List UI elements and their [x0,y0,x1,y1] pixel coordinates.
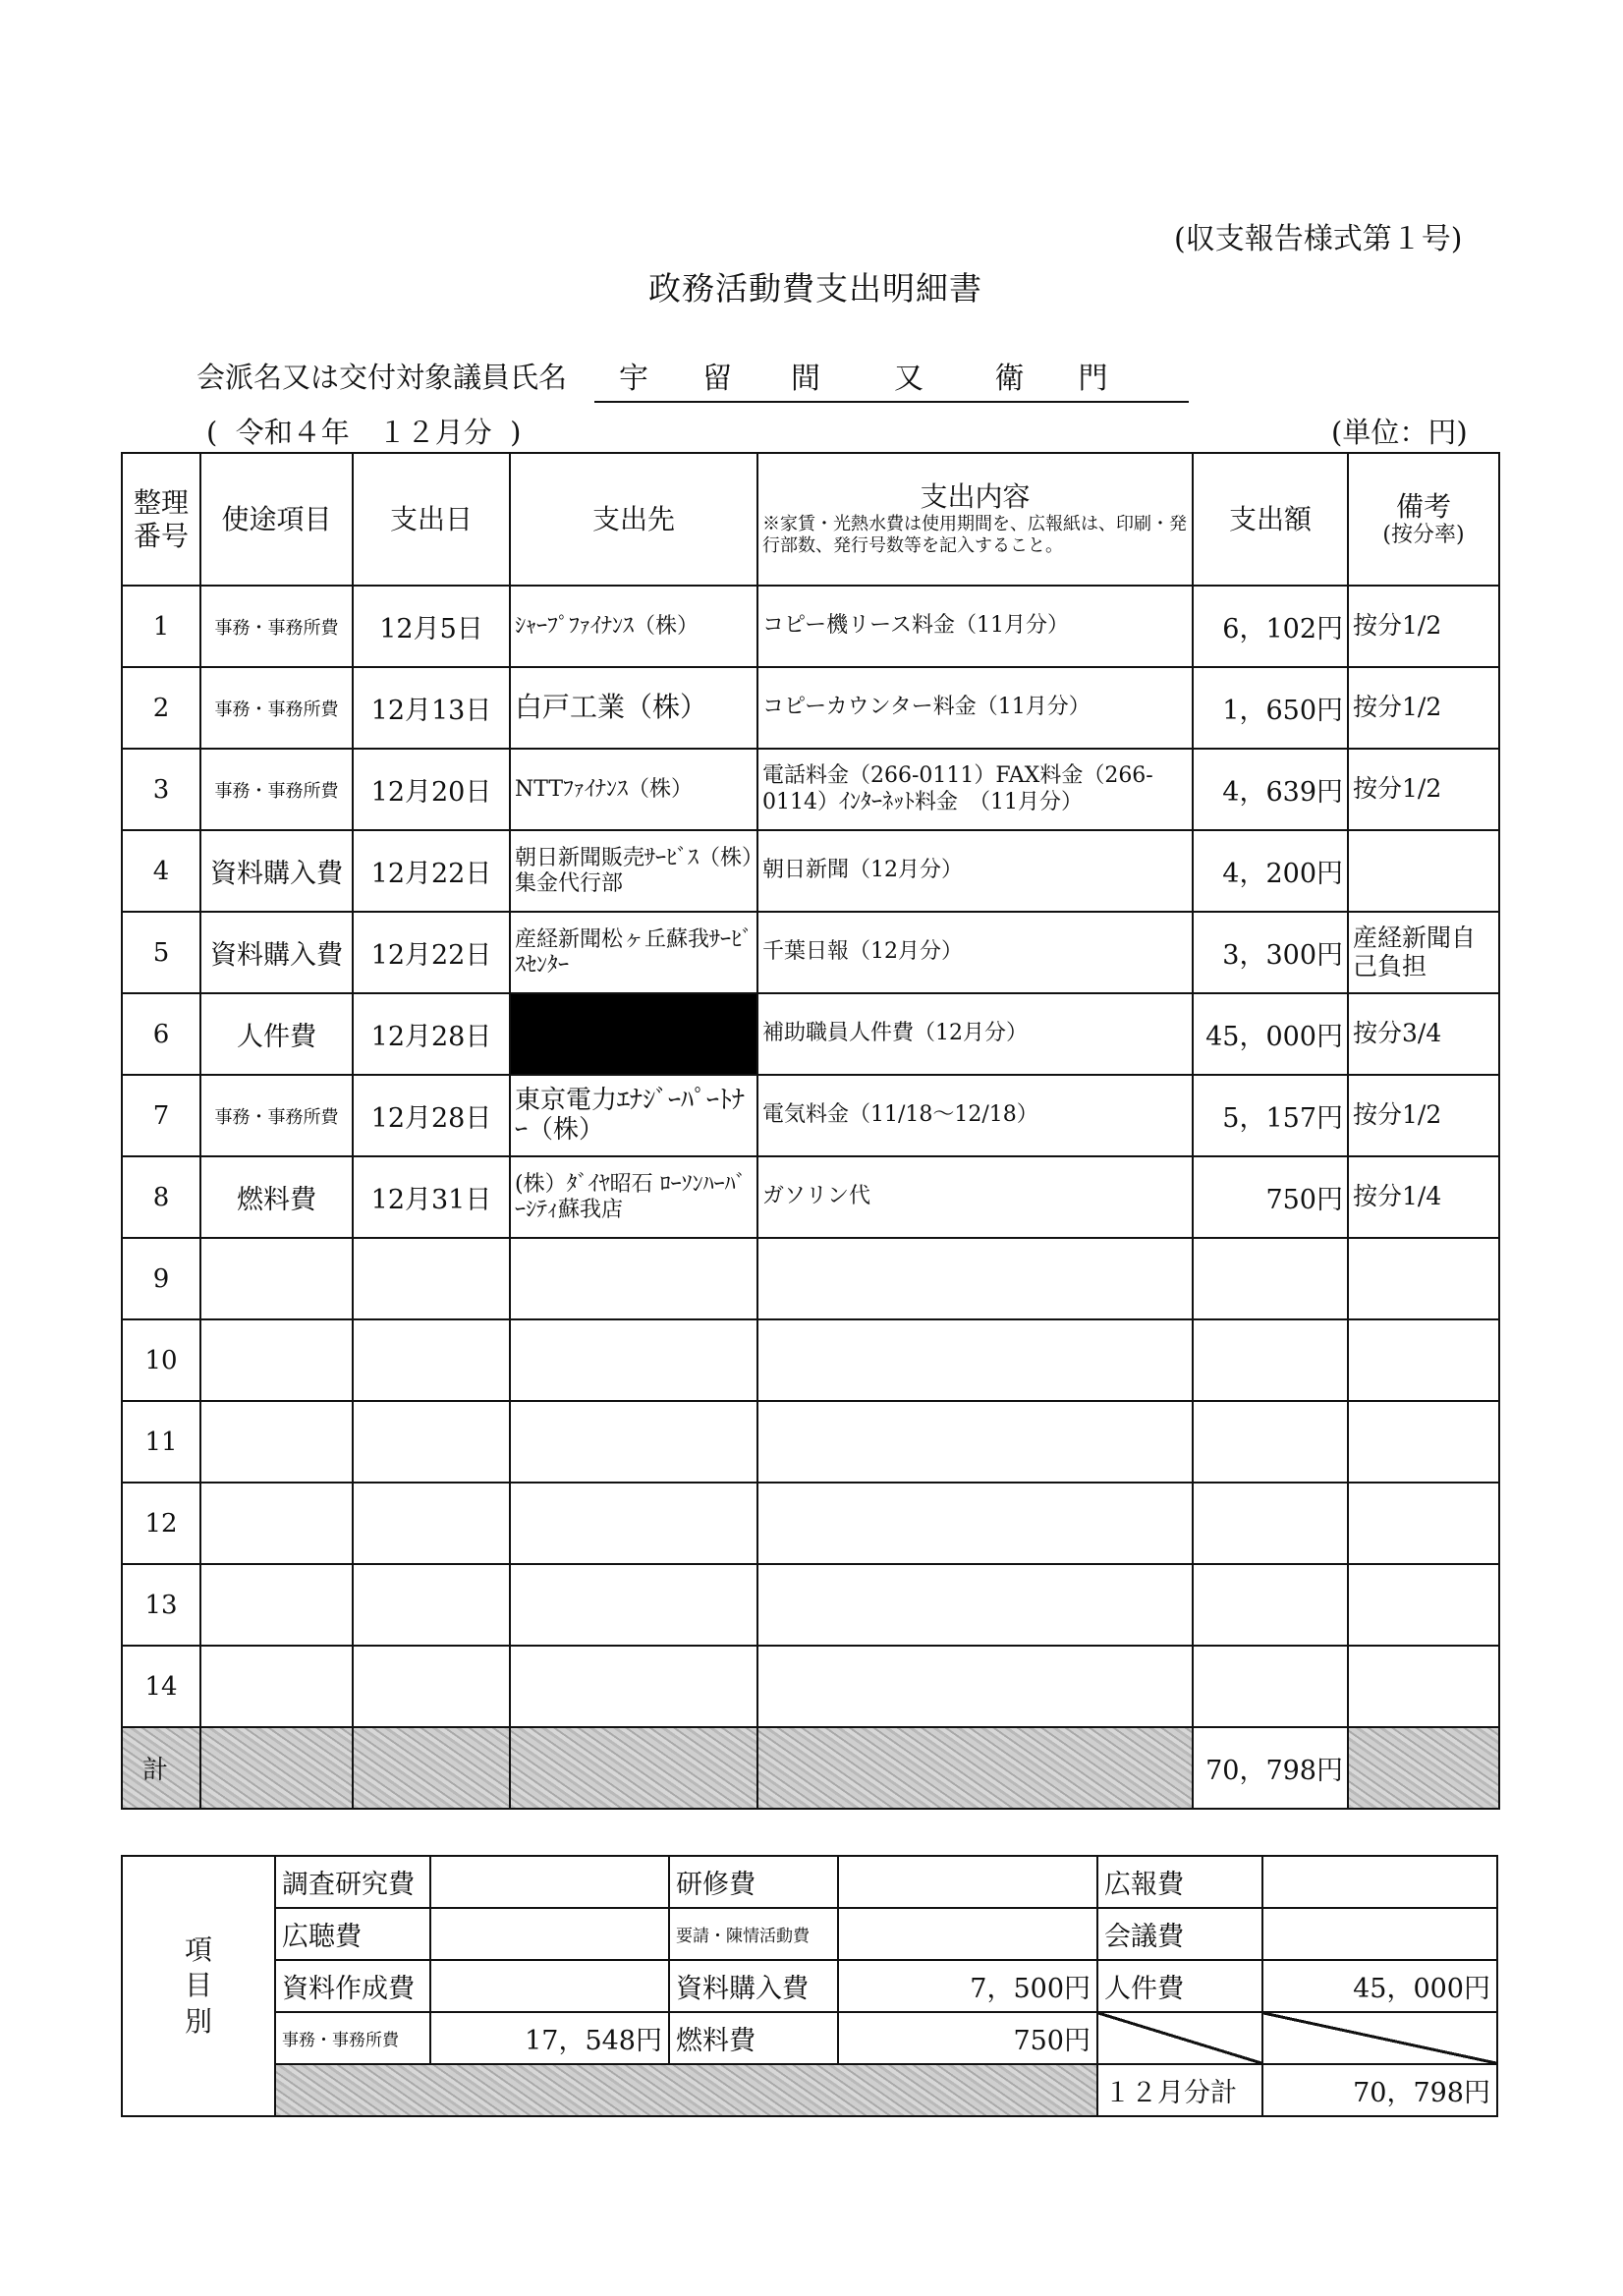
row-category: 燃料費 [200,1156,353,1238]
table-row [122,749,1499,830]
summary-value [838,1856,1097,1908]
header-category: 使途項目 [200,453,353,586]
table-row [122,1401,1499,1483]
empty-cell [1193,1319,1348,1401]
month-total-label: １２月分計 [1097,2064,1262,2116]
empty-cell [1348,1564,1499,1646]
row-no: 14 [122,1646,200,1727]
row-payee: 東京電力ｴﾅｼﾞｰﾊﾟｰﾄﾅｰ（株） [510,1075,757,1156]
table-row [122,830,1499,912]
empty-cell [353,1319,510,1401]
header-amount: 支出額 [1193,453,1348,586]
member-name-char: 宇 [619,362,648,396]
row-amount: 6，102円 [1193,586,1348,667]
row-payee: 白戸工業（株） [510,667,757,749]
empty-cell [200,1646,353,1727]
summary-label: 人件費 [1097,1960,1262,2012]
table-row [122,912,1499,993]
shaded-cell [275,2064,1097,2116]
row-amount: 3，300円 [1193,912,1348,993]
summary-label: 事務・事務所費 [275,2012,430,2064]
row-description: 電気料金（11/18～12/18） [757,1075,1193,1156]
row-remarks: 按分1/2 [1348,586,1499,667]
row-date: 12月5日 [353,586,510,667]
empty-cell [1348,1401,1499,1483]
redacted-payee [510,993,757,1075]
empty-cell [353,1401,510,1483]
empty-cell [757,1646,1193,1727]
row-category: 事務・事務所費 [200,1075,353,1156]
empty-cell [353,1483,510,1564]
summary-value: 17，548円 [430,2012,669,2064]
empty-cell [353,1564,510,1646]
empty-cell [510,1319,757,1401]
empty-cell [1193,1646,1348,1727]
table-row [122,1646,1499,1727]
row-no: 6 [122,993,200,1075]
table-header-row [122,453,1499,586]
empty-cell [200,1401,353,1483]
row-no: 2 [122,667,200,749]
header-content [757,453,1193,586]
row-description: 千葉日報（12月分） [757,912,1193,993]
row-description: コピーカウンター料金（11月分） [757,667,1193,749]
row-payee: ｼｬｰﾌﾟﾌｧｲﾅﾝｽ（株） [510,586,757,667]
shaded-cell [757,1727,1193,1809]
empty-cell [510,1564,757,1646]
summary-value [1262,1908,1497,1960]
shaded-cell [200,1727,353,1809]
empty-cell [757,1564,1193,1646]
category-summary-table [121,1855,1498,2117]
empty-cell [1193,1483,1348,1564]
row-remarks: 按分1/2 [1348,749,1499,830]
member-name [594,354,1189,403]
total-amount: 70，798円 [1193,1727,1348,1809]
row-date: 12月22日 [353,912,510,993]
summary-label: 研修費 [669,1856,838,1908]
header-remarks-title: 備考 [1395,489,1451,523]
row-date: 12月13日 [353,667,510,749]
row-no: 7 [122,1075,200,1156]
member-name-char: 又 [894,362,923,396]
row-amount: 45，000円 [1193,993,1348,1075]
table-row [122,1564,1499,1646]
row-no: 11 [122,1401,200,1483]
summary-label: 調査研究費 [275,1856,430,1908]
unit-label: (単位：円) [1331,416,1468,449]
summary-label: 要請・陳情活動費 [669,1908,838,1960]
row-no: 13 [122,1564,200,1646]
summary-value: 750円 [838,2012,1097,2064]
header-remarks-sub: (按分率) [1382,523,1465,548]
row-no: 12 [122,1483,200,1564]
row-description: ガソリン代 [757,1156,1193,1238]
row-amount: 5，157円 [1193,1075,1348,1156]
member-name-char: 門 [1078,362,1108,396]
empty-cell [200,1564,353,1646]
empty-cell [757,1319,1193,1401]
empty-cell [510,1483,757,1564]
summary-value: 7，500円 [838,1960,1097,2012]
empty-cell [1193,1238,1348,1319]
empty-cell [757,1483,1193,1564]
header-no: 整理番号 [122,453,200,586]
row-category: 資料購入費 [200,830,353,912]
summary-value [430,1960,669,2012]
summary-value: 45，000円 [1262,1960,1497,2012]
member-name-char: 衛 [994,362,1025,396]
empty-cell [1193,1401,1348,1483]
row-category: 事務・事務所費 [200,586,353,667]
row-amount: 1，650円 [1193,667,1348,749]
table-row [122,1319,1499,1401]
row-payee: (株）ﾀﾞｲﾔ昭石 ﾛｰｿﾝﾊｰﾊﾞｰｼﾃｨ蘇我店 [510,1156,757,1238]
empty-cell [510,1646,757,1727]
summary-label: 会議費 [1097,1908,1262,1960]
empty-cell [510,1401,757,1483]
empty-cell [510,1238,757,1319]
summary-row [122,2012,1497,2064]
row-remarks: 按分1/4 [1348,1156,1499,1238]
table-row [122,586,1499,667]
row-amount: 750円 [1193,1156,1348,1238]
month-total-value: 70，798円 [1262,2064,1497,2116]
row-remarks: 按分1/2 [1348,667,1499,749]
row-amount: 4，200円 [1193,830,1348,912]
header-payee: 支出先 [510,453,757,586]
row-no: 4 [122,830,200,912]
empty-cell [200,1319,353,1401]
row-category: 事務・事務所費 [200,667,353,749]
row-no: 1 [122,586,200,667]
summary-value [430,1856,669,1908]
member-label: 会派名又は交付対象議員氏名 [196,361,568,394]
total-row [122,1727,1499,1809]
row-description: 電話料金（266-0111）FAX料金（266-0114）ｲﾝﾀｰﾈｯﾄ料金 （11月分） [757,749,1193,830]
summary-label: 資料購入費 [669,1960,838,2012]
header-content-title: 支出内容 [920,480,1031,514]
member-name-char: 間 [791,362,820,396]
summary-label: 資料作成費 [275,1960,430,2012]
empty-cell [353,1238,510,1319]
empty-cell [353,1646,510,1727]
document-title: 政務活動費支出明細書 [648,269,982,308]
header-remarks [1348,453,1499,586]
row-no: 9 [122,1238,200,1319]
summary-side-label: 項目別 [122,1856,275,2116]
header-date: 支出日 [353,453,510,586]
empty-cell [757,1401,1193,1483]
row-remarks: 按分3/4 [1348,993,1499,1075]
row-date: 12月22日 [353,830,510,912]
row-date: 12月20日 [353,749,510,830]
row-date: 12月31日 [353,1156,510,1238]
table-row [122,1483,1499,1564]
row-payee: 産経新聞松ヶ丘蘇我ｻｰﾋﾞｽｾﾝﾀｰ [510,912,757,993]
expense-detail-table [121,452,1500,1810]
summary-value [838,1908,1097,1960]
summary-row [122,2064,1497,2116]
empty-cell [1348,1319,1499,1401]
row-date: 12月28日 [353,1075,510,1156]
table-row [122,1156,1499,1238]
empty-cell [1348,1646,1499,1727]
shaded-cell [510,1727,757,1809]
shaded-cell [1348,1727,1499,1809]
table-row [122,1238,1499,1319]
summary-value [1262,1856,1497,1908]
row-no: 5 [122,912,200,993]
report-period: ( 令和４年 １２月分 ) [206,416,522,449]
empty-cell [1193,1564,1348,1646]
row-amount: 4，639円 [1193,749,1348,830]
empty-cell [200,1483,353,1564]
row-category: 事務・事務所費 [200,749,353,830]
row-description: 朝日新聞（12月分） [757,830,1193,912]
table-row [122,993,1499,1075]
row-category: 人件費 [200,993,353,1075]
row-category: 資料購入費 [200,912,353,993]
row-date: 12月28日 [353,993,510,1075]
empty-cell [200,1238,353,1319]
table-row [122,1075,1499,1156]
row-description: 補助職員人件費（12月分） [757,993,1193,1075]
summary-label: 広報費 [1097,1856,1262,1908]
row-remarks [1348,830,1499,912]
diagonal-cell [1262,2012,1497,2064]
row-no: 8 [122,1156,200,1238]
empty-cell [1348,1483,1499,1564]
row-remarks: 按分1/2 [1348,1075,1499,1156]
summary-value [430,1908,669,1960]
row-description: コピー機リース料金（11月分） [757,586,1193,667]
member-name-char: 留 [702,362,732,396]
row-payee: NTTﾌｧｲﾅﾝｽ（株） [510,749,757,830]
empty-cell [757,1238,1193,1319]
row-no: 3 [122,749,200,830]
summary-row [122,1908,1497,1960]
summary-row [122,1856,1497,1908]
summary-row [122,1960,1497,2012]
diagonal-cell [1097,2012,1262,2064]
row-payee: 朝日新聞販売ｻｰﾋﾞｽ（株）集金代行部 [510,830,757,912]
table-row [122,667,1499,749]
row-no: 10 [122,1319,200,1401]
form-number: (収支報告様式第１号) [1174,222,1463,256]
empty-cell [1348,1238,1499,1319]
shaded-cell [353,1727,510,1809]
summary-label: 広聴費 [275,1908,430,1960]
total-label: 計 [122,1727,200,1809]
row-remarks: 産経新聞自己負担 [1348,912,1499,993]
header-content-note: ※家賃・光熱水費は使用期間を、広報紙は、印刷・発行部数、発行号数等を記入すること。 [762,513,1187,557]
summary-label: 燃料費 [669,2012,838,2064]
